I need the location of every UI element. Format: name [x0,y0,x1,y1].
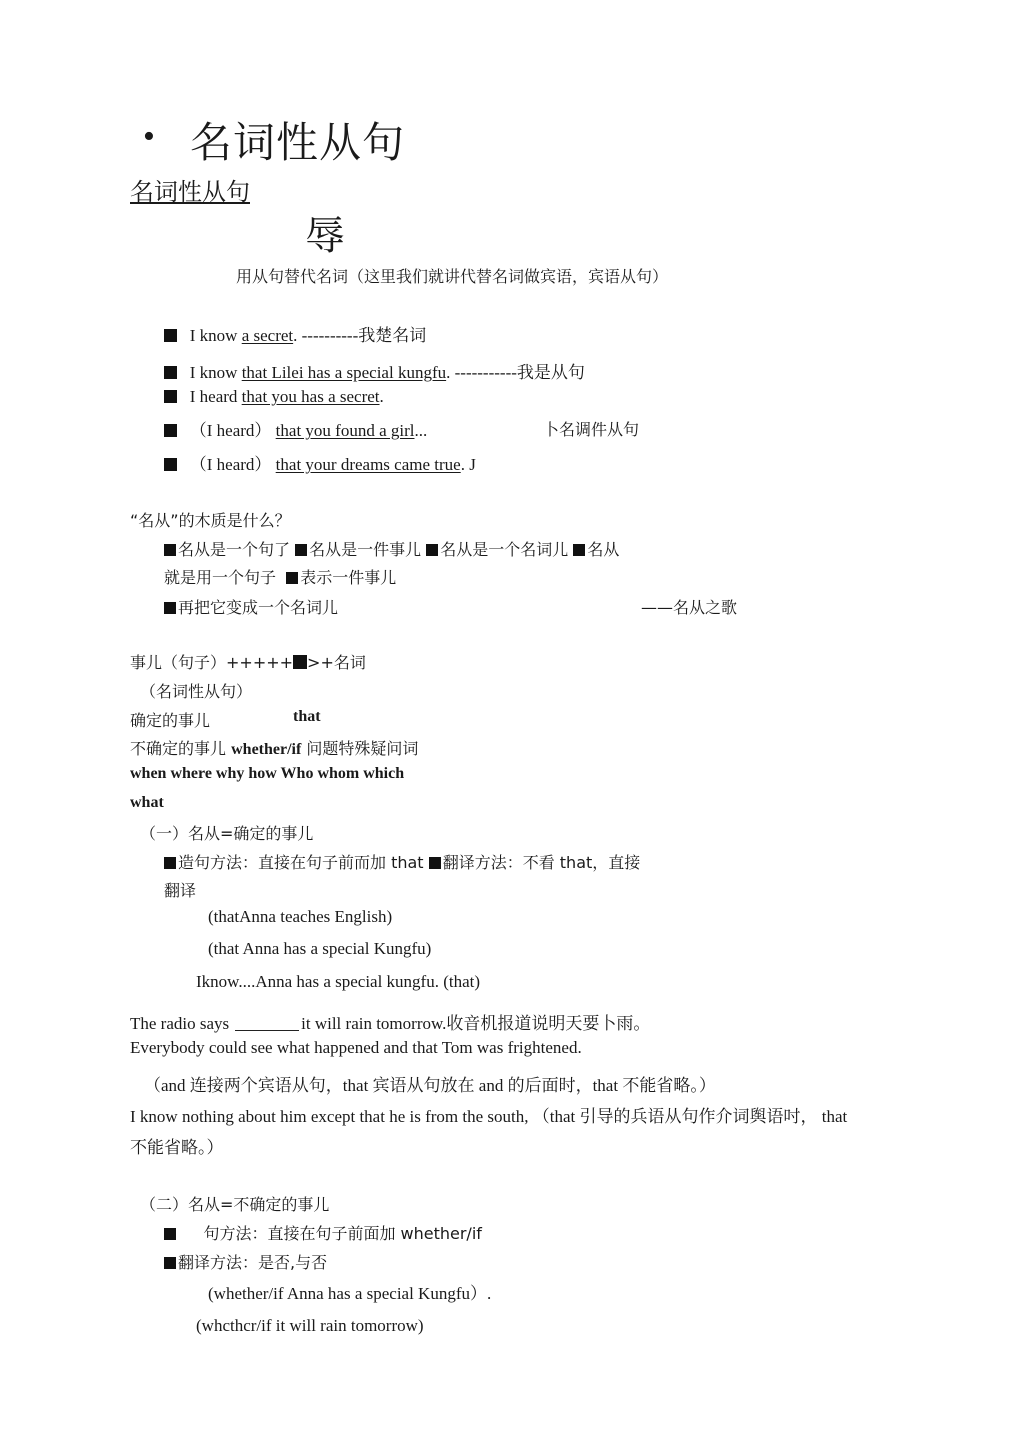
section-1-heading: （一）名从=确定的事儿 [140,824,314,843]
certain-label: 确定的事儿 [130,711,211,730]
formula-left: 事儿（句子）+++++ [130,653,294,672]
example-item [164,321,426,346]
example-suffix: . -----------我是从句 [446,363,585,382]
example-item [164,387,384,407]
method-translate: 翻译方法：不看 that，直接 [442,853,641,872]
fill-blank [235,1016,299,1031]
square-bullet-icon [164,390,177,403]
example-prefix: I know [189,363,242,382]
essence-phrase: 名从是一个句了 [178,540,291,559]
example-suffix: ... [414,421,428,440]
example-underlined: that you has a secret [241,387,380,406]
example-underlined: that your dreams came true [275,455,461,474]
method-construct: 句方法：直接在句子前面加 whether/if [203,1224,482,1243]
page-title: 名词性从句 [190,118,406,167]
radio-sentence [130,1009,650,1034]
section-1-method [164,850,640,873]
square-bullet-icon [164,602,176,614]
square-bullet-icon [286,572,298,584]
page-subtitle: 名词性从句 [130,178,250,206]
example-prefix: （I heard） [189,455,272,474]
essence-phrase: 名从是一个名词儿 [440,540,569,559]
wh-what: what [130,794,164,811]
method-construct: 造句方法：直接在句子前而加 that [178,853,424,872]
example-underlined: a secret [241,326,294,345]
square-bullet-icon [573,544,585,556]
essence-phrase: 就是用一个句子 [164,568,277,587]
square-bullet-icon [164,366,177,379]
formula-paren: （名词性从句） [140,682,253,701]
title-bullet: • [143,118,155,155]
square-bullet-icon [164,1228,176,1240]
section-1-example: (that Anna has a special Kungfu) [208,939,432,958]
radio-sentence-start: The radio says [130,1014,230,1033]
example-suffix: . ----------我楚名词 [293,326,427,345]
section-2-method [164,1221,482,1244]
certain-word: that [293,708,321,725]
uncertain-word: whether/if [231,741,302,758]
section-1-method-cont: 翻译 [164,881,197,900]
section-1-example: Iknow....Anna has a special kungfu. (that) [196,972,481,991]
uncertain-tail: 问题特殊疑问词 [306,739,419,758]
section-2-translate [164,1250,327,1273]
essence-line-2 [164,565,396,588]
example-underlined: that Lilei has a special kungfu [241,363,447,382]
example-suffix: . [379,387,384,406]
arrow-block-icon [293,655,307,669]
example-suffix: . J [460,455,476,474]
square-bullet-icon [164,424,177,437]
square-bullet-icon [164,857,176,869]
essence-phrase: 再把它变成一个名词儿 [178,598,339,617]
square-bullet-icon [426,544,438,556]
example-prefix: I know [189,326,242,345]
example-prefix: I heard [189,387,242,406]
formula-line [130,650,366,673]
essence-line-3 [164,595,338,618]
nothing-sentence: I know nothing about him except that he is from the south, （that 引导的兵语从句作介词舆语吋， that [130,1107,848,1126]
square-bullet-icon [164,1257,176,1269]
example-item [164,450,476,475]
essence-phrase: 名从是一件事儿 [309,540,422,559]
essence-line-1 [164,537,619,560]
intro-text: 用从句替代名词（这里我们就讲代替名词做宾语，宾语从句） [236,267,669,286]
example-prefix: （I heard） [189,421,272,440]
essence-phrase: 名从 [587,540,620,559]
example-note: 卜名调件从句 [543,420,640,439]
essence-phrase: 表示一件事儿 [300,568,397,587]
example-item [164,358,585,383]
decorative-char: 辱 [305,213,345,259]
square-bullet-icon [429,857,441,869]
uncertain-label: 不确定的事儿 [130,739,227,758]
section-2-heading: （二）名从=不确定的事儿 [140,1195,330,1214]
example-underlined: that you found a girl [275,421,415,440]
square-bullet-icon [164,458,177,471]
everybody-sentence: Everybody could see what happened and that Tom was frightened. [130,1038,582,1057]
square-bullet-icon [164,544,176,556]
section-2-example: (whether/if Anna has a special Kungfu）. [208,1284,492,1303]
wh-words: when where why how Who whom which [130,765,405,782]
section-1-example: (thatAnna teaches English) [208,907,393,926]
formula-right: >+名词 [307,653,366,672]
example-item [164,416,427,441]
song-attribution: ——名从之歌 [641,598,738,617]
radio-sentence-end: it will rain tomorrow.收音机报道说明天要卜雨。 [301,1014,651,1033]
square-bullet-icon [295,544,307,556]
nothing-sentence-tail: 不能省略。） [130,1138,224,1157]
uncertain-line [130,736,418,759]
essence-question: “名从”的木质是什么？ [130,511,291,530]
square-bullet-icon [164,329,177,342]
method-translate: 翻译方法：是否,与否 [178,1253,328,1272]
section-2-example: (whcthcr/if it will rain tomorrow) [196,1316,424,1335]
and-note: （and 连接两个宾语从句，that 宾语从句放在 and 的后面时，that 不能省略。） [144,1076,716,1095]
